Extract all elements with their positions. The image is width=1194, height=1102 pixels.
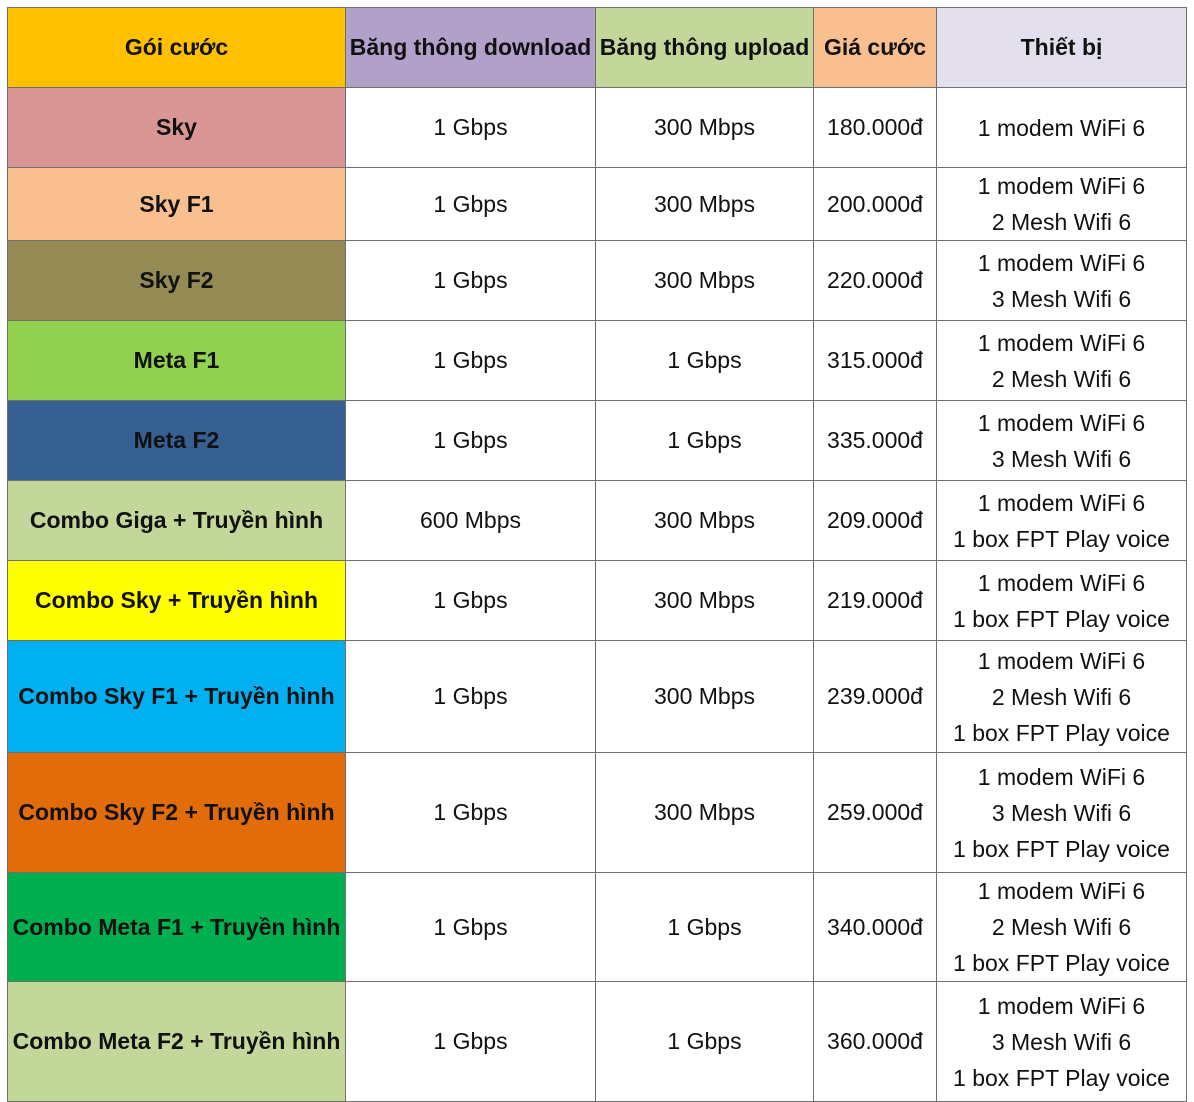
table-row xyxy=(8,561,1187,641)
device-line: 1 modem WiFi 6 xyxy=(977,763,1146,790)
header-device: Thiết bị xyxy=(937,8,1187,88)
header-upload: Băng thông upload xyxy=(596,8,814,88)
header-package: Gói cước xyxy=(8,8,346,88)
table-row xyxy=(8,401,1187,481)
package-name-cell: Sky xyxy=(8,88,346,168)
download-cell: 1 Gbps xyxy=(346,168,596,241)
device-line: 1 box FPT Play voice xyxy=(953,525,1170,552)
device-cell xyxy=(937,241,1187,321)
device-line: 1 modem WiFi 6 xyxy=(977,249,1146,276)
upload-cell: 300 Mbps xyxy=(596,641,814,753)
price-cell: 259.000đ xyxy=(814,753,937,873)
package-name-cell: Sky F2 xyxy=(8,241,346,321)
device-cell xyxy=(937,168,1187,241)
device-cell xyxy=(937,321,1187,401)
package-name-cell: Combo Sky + Truyền hình xyxy=(8,561,346,641)
price-cell: 209.000đ xyxy=(814,481,937,561)
upload-cell: 300 Mbps xyxy=(596,481,814,561)
header-download: Băng thông download xyxy=(346,8,596,88)
device-line: 1 box FPT Play voice xyxy=(953,950,1170,976)
header-price: Giá cước xyxy=(814,8,937,88)
device-line: 1 modem WiFi 6 xyxy=(977,878,1146,904)
device-cell xyxy=(937,753,1187,873)
device-line: 1 modem WiFi 6 xyxy=(977,114,1146,141)
package-name-cell: Combo Giga + Truyền hình xyxy=(8,481,346,561)
device-cell xyxy=(937,641,1187,753)
device-cell xyxy=(937,982,1187,1102)
price-cell: 360.000đ xyxy=(814,982,937,1102)
price-cell: 180.000đ xyxy=(814,88,937,168)
table-body xyxy=(8,88,1187,1102)
package-name-cell: Combo Meta F2 + Truyền hình xyxy=(8,982,346,1102)
download-cell: 1 Gbps xyxy=(346,873,596,982)
device-line: 3 Mesh Wifi 6 xyxy=(991,799,1132,826)
device-line: 3 Mesh Wifi 6 xyxy=(991,1028,1132,1055)
download-cell: 1 Gbps xyxy=(346,982,596,1102)
device-line: 1 modem WiFi 6 xyxy=(977,992,1146,1019)
device-line: 1 modem WiFi 6 xyxy=(977,647,1146,674)
device-cell xyxy=(937,873,1187,982)
price-cell: 220.000đ xyxy=(814,241,937,321)
package-name-cell: Meta F1 xyxy=(8,321,346,401)
package-name-cell: Meta F2 xyxy=(8,401,346,481)
upload-cell: 1 Gbps xyxy=(596,321,814,401)
device-cell xyxy=(937,88,1187,168)
table-row xyxy=(8,321,1187,401)
device-line: 1 box FPT Play voice xyxy=(953,719,1170,746)
device-line: 3 Mesh Wifi 6 xyxy=(991,285,1132,312)
device-line: 2 Mesh Wifi 6 xyxy=(991,914,1132,940)
upload-cell: 1 Gbps xyxy=(596,873,814,982)
device-line: 1 modem WiFi 6 xyxy=(977,489,1146,516)
download-cell: 600 Mbps xyxy=(346,481,596,561)
price-cell: 200.000đ xyxy=(814,168,937,241)
device-line: 1 box FPT Play voice xyxy=(953,1064,1170,1091)
table-row xyxy=(8,241,1187,321)
package-name-cell: Combo Sky F2 + Truyền hình xyxy=(8,753,346,873)
device-line: 1 modem WiFi 6 xyxy=(977,569,1146,596)
package-name-cell: Sky F1 xyxy=(8,168,346,241)
download-cell: 1 Gbps xyxy=(346,641,596,753)
download-cell: 1 Gbps xyxy=(346,241,596,321)
download-cell: 1 Gbps xyxy=(346,88,596,168)
price-cell: 315.000đ xyxy=(814,321,937,401)
header-row xyxy=(8,8,1187,88)
device-line: 1 box FPT Play voice xyxy=(953,605,1170,632)
download-cell: 1 Gbps xyxy=(346,561,596,641)
price-cell: 340.000đ xyxy=(814,873,937,982)
device-line: 2 Mesh Wifi 6 xyxy=(991,683,1132,710)
device-cell xyxy=(937,561,1187,641)
upload-cell: 1 Gbps xyxy=(596,982,814,1102)
sheet-edge xyxy=(1186,7,1194,1099)
download-cell: 1 Gbps xyxy=(346,753,596,873)
upload-cell: 300 Mbps xyxy=(596,561,814,641)
upload-cell: 1 Gbps xyxy=(596,401,814,481)
device-line: 1 modem WiFi 6 xyxy=(977,409,1146,436)
package-name-cell: Combo Sky F1 + Truyền hình xyxy=(8,641,346,753)
table-row xyxy=(8,88,1187,168)
upload-cell: 300 Mbps xyxy=(596,88,814,168)
upload-cell: 300 Mbps xyxy=(596,753,814,873)
table-row xyxy=(8,873,1187,982)
download-cell: 1 Gbps xyxy=(346,401,596,481)
device-line: 3 Mesh Wifi 6 xyxy=(991,445,1132,472)
device-cell xyxy=(937,481,1187,561)
device-line: 2 Mesh Wifi 6 xyxy=(991,209,1132,235)
upload-cell: 300 Mbps xyxy=(596,241,814,321)
price-cell: 239.000đ xyxy=(814,641,937,753)
table-row xyxy=(8,753,1187,873)
upload-cell: 300 Mbps xyxy=(596,168,814,241)
device-line: 1 box FPT Play voice xyxy=(953,835,1170,862)
table-row xyxy=(8,481,1187,561)
price-cell: 219.000đ xyxy=(814,561,937,641)
table-row xyxy=(8,982,1187,1102)
device-line: 1 modem WiFi 6 xyxy=(977,329,1146,356)
device-cell xyxy=(937,401,1187,481)
table-row xyxy=(8,168,1187,241)
table-row xyxy=(8,641,1187,753)
download-cell: 1 Gbps xyxy=(346,321,596,401)
package-name-cell: Combo Meta F1 + Truyền hình xyxy=(8,873,346,982)
device-line: 1 modem WiFi 6 xyxy=(977,173,1146,199)
device-line: 2 Mesh Wifi 6 xyxy=(991,365,1132,392)
price-cell: 335.000đ xyxy=(814,401,937,481)
pricing-table xyxy=(7,7,1187,1102)
